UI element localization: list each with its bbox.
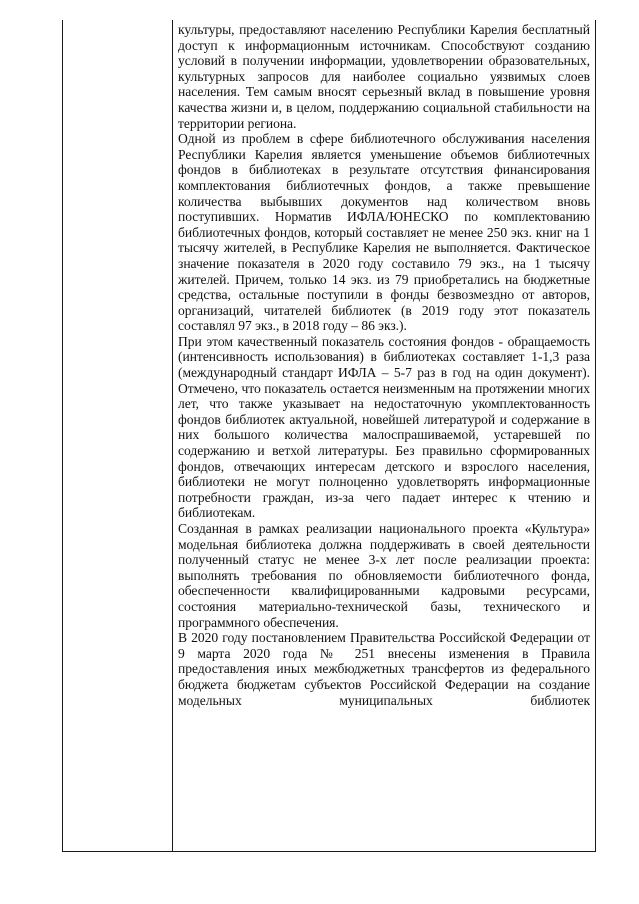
paragraph-3: При этом качественный показатель состояния фондов - обращаемость (интенсивность использования) в библиотеках составляет 1-1,3 раза (международный стандарт ИФЛА – 5-7 раз в год на один документ). Отмечено, что показатель остается неизменным на протяжении многих лет, что также указывает на недостаточную укомплектованность фондов библиотек актуальной, новейшей литературой и содержание в них большого количества малоспрашиваемой, устаревшей по содержанию и ветхой литературы. Без правильно сформированных фондов, отвечающих интересам детского и взрослого населения, библиотеки не могут полноценно удовлетворять информационные потребности граждан, из-за чего падает интерес к чтению и библиотекам. bbox=[178, 333, 590, 521]
paragraph-1: культуры, предоставляют населению Республики Карелия бесплатный доступ к информационным источникам. Способствуют созданию условий в получении информации, удовлетворении образовательных, культурных запросов для наиболее социально уязвимых слоев населения. Тем самым вносят серьезный вклад в повышение уровня качества жизни и, в целом, поддержанию социальной стабильности на территории региона. bbox=[178, 22, 590, 131]
paragraph-4: Созданная в рамках реализации национального проекта «Культура» модельная библиотека должна поддерживать в своей деятельности полученный статус не менее 3-х лет после реализации проекта: выполнять требования по обновляемости библиотечного фонда, обеспеченности квалифицированными кадровыми ресурсами, состояния материально-технической базы, технического и программного обеспечения. bbox=[178, 521, 590, 630]
table-text-cell bbox=[178, 22, 590, 850]
column-divider bbox=[172, 20, 173, 852]
paragraph-2: Одной из проблем в сфере библиотечного обслуживания населения Республики Карелия является уменьшение объемов библиотечных фондов в библиотеках в результате отсутствия финансирования комплектования библиотечных фондов, а также превышение количества выбывших документов над количеством вновь поступивших. Норматив ИФЛА/ЮНЕСКО по комплектованию библиотечных фондов, который составляет не менее 250 экз. книг на 1 тысячу жителей, в Республике Карелия не выполняется. Фактическое значение показателя в 2020 году составило 79 экз., на 1 тысячу жителей. Причем, только 14 экз. из 79 приобретались на бюджетные средства, остальные поступили в фонды безвозмездно от авторов, организаций, читателей библиотек (в 2019 году этот показатель составлял 97 экз., в 2018 году – 86 экз.). bbox=[178, 131, 590, 334]
paragraph-5: В 2020 году постановлением Правительства Российской Федерации от 9 марта 2020 года № 251 внесены изменения в Правила предоставления иных межбюджетных трансфертов из федерального бюджета бюджетам субъектов Российской Федерации на создание модельных муниципальных библиотек bbox=[178, 630, 590, 708]
